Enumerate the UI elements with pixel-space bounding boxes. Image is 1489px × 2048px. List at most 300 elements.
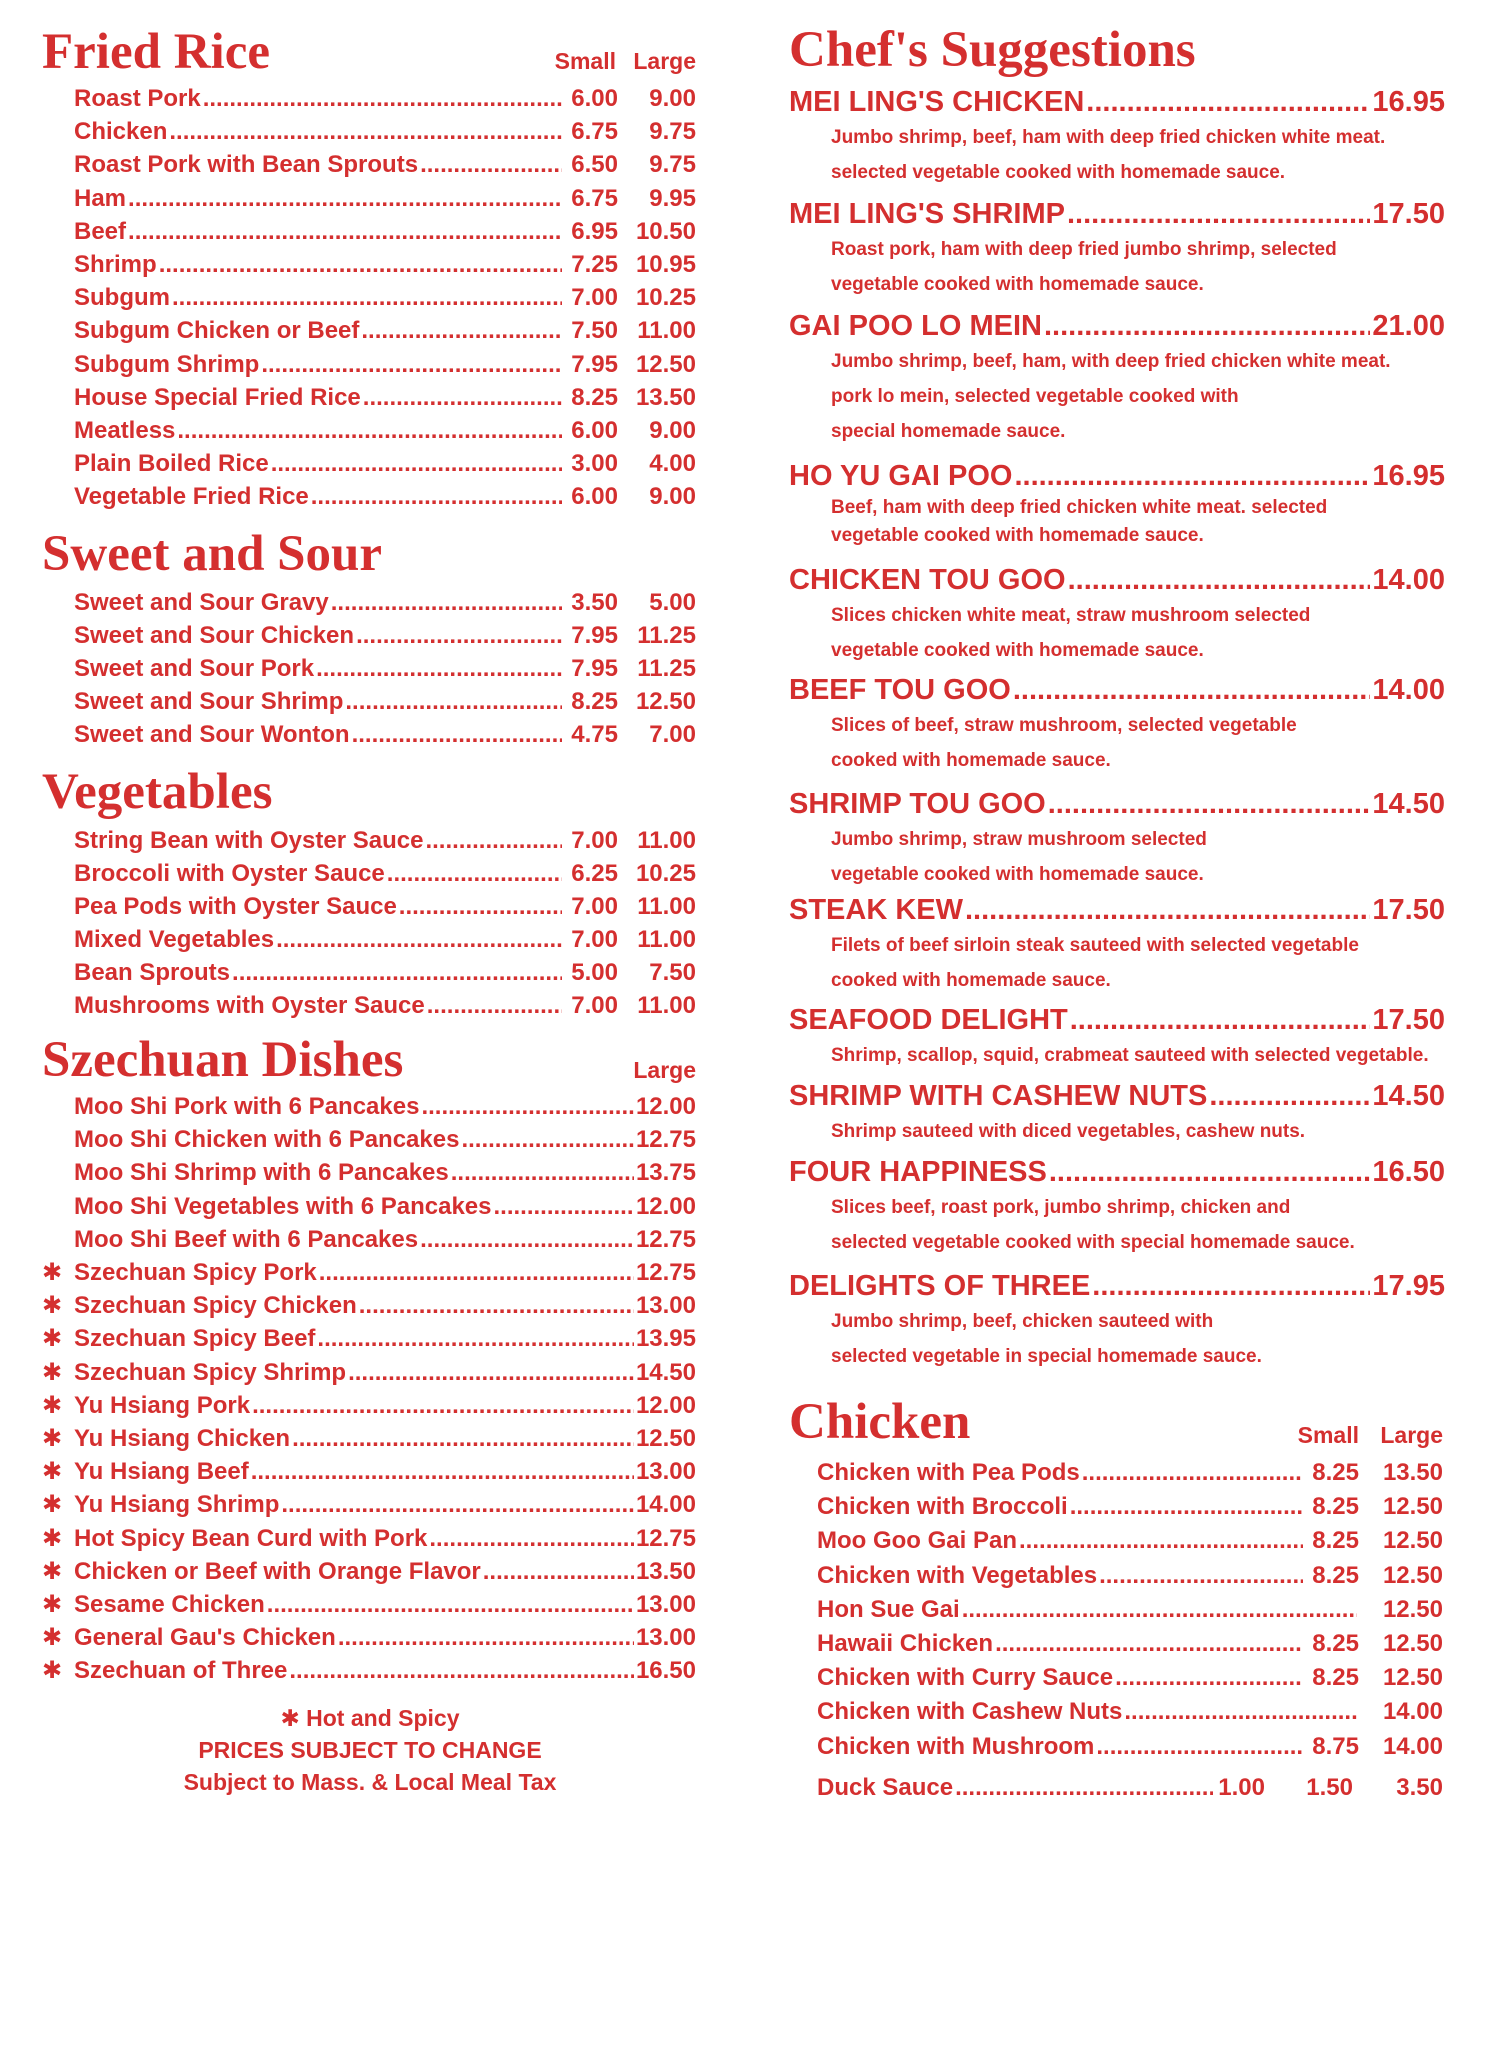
large-price: 13.50 — [635, 1557, 696, 1585]
dish-price: 14.00 — [1372, 564, 1445, 596]
menu-item-row — [41, 1488, 696, 1521]
large-price: 14.00 — [635, 1491, 696, 1519]
item-name: Chicken with Mushroom — [817, 1732, 1095, 1760]
dot-leader — [172, 281, 562, 314]
dish-description: Jumbo shrimp, beef, ham with deep fried chicken white meat. — [831, 127, 1386, 148]
large-price: 9.00 — [649, 417, 696, 444]
small-price: 7.00 — [571, 926, 618, 953]
dish-description: cooked with homemade sauce. — [831, 750, 1111, 771]
large-price: 9.75 — [649, 118, 696, 146]
dish-name: SHRIMP TOU GOO — [789, 788, 1046, 820]
menu-item-row — [74, 348, 696, 381]
dot-leader — [451, 1156, 634, 1189]
dot-leader — [1070, 1490, 1303, 1523]
dot-leader — [267, 1588, 634, 1621]
large-price: 5.00 — [649, 589, 696, 616]
dot-leader — [1048, 786, 1371, 822]
dot-leader — [387, 857, 562, 890]
dot-leader — [331, 586, 562, 619]
dish-description: vegetable cooked with homemade sauce. — [831, 864, 1204, 885]
large-price: 12.50 — [1382, 1595, 1443, 1623]
dish-description: cooked with homemade sauce. — [831, 970, 1111, 991]
large-price: 12.50 — [1382, 1527, 1443, 1555]
small-price: 7.25 — [571, 251, 618, 278]
menu-item-row — [41, 1256, 696, 1289]
menu-item-row — [817, 1524, 1443, 1557]
small-price: 7.95 — [571, 655, 618, 682]
large-price: 12.75 — [635, 1225, 696, 1253]
fried-rice-small-header: Small — [554, 48, 616, 74]
large-price: 12.00 — [635, 1391, 696, 1419]
hot-spicy-icon: ✱ — [41, 1491, 63, 1519]
dish-price: 16.95 — [1372, 86, 1445, 118]
tax-note: Subject to Mass. & Local Meal Tax — [183, 1769, 557, 1795]
dot-leader — [1049, 1154, 1371, 1190]
item-name: Szechuan Spicy Pork — [74, 1259, 317, 1286]
item-name: Yu Hsiang Shrimp — [74, 1491, 280, 1519]
small-price: 6.75 — [571, 184, 618, 212]
dish-description: pork lo mein, selected vegetable cooked with — [831, 386, 1239, 407]
duck-sauce-leader — [955, 1771, 1213, 1804]
menu-item-row — [41, 1522, 696, 1555]
hot-spicy-icon: ✱ — [41, 1458, 63, 1486]
dot-leader — [461, 1123, 633, 1156]
item-name: Sweet and Sour Shrimp — [74, 688, 344, 715]
menu-item-row — [817, 1456, 1443, 1489]
large-price: 12.50 — [635, 350, 696, 378]
dot-leader — [281, 1488, 634, 1521]
dish-price: 17.95 — [1372, 1270, 1445, 1302]
item-name: Pea Pods with Oyster Sauce — [74, 893, 397, 920]
item-name: Szechuan of Three — [74, 1657, 288, 1685]
small-price: 7.95 — [571, 622, 618, 649]
dish-name: MEI LING'S CHICKEN — [789, 86, 1085, 118]
chef-dish-row — [789, 1268, 1445, 1304]
item-name: Moo Shi Beef with 6 Pancakes — [74, 1225, 419, 1253]
item-name: Mushrooms with Oyster Sauce — [74, 992, 425, 1019]
chef-dish-row — [789, 196, 1445, 232]
dot-leader — [319, 1256, 634, 1289]
dot-leader — [128, 182, 562, 215]
item-name: Szechuan Spicy Beef — [74, 1325, 316, 1353]
menu-item-row — [74, 182, 696, 215]
item-name: Subgum — [74, 284, 170, 312]
menu-item-row — [74, 890, 696, 923]
item-name: Chicken with Cashew Nuts — [817, 1698, 1123, 1726]
dot-leader — [317, 1322, 634, 1355]
item-name: Hon Sue Gai — [817, 1595, 960, 1623]
large-price: 11.00 — [637, 827, 696, 854]
small-price: 6.75 — [571, 118, 618, 146]
dish-description: vegetable cooked with homemade sauce. — [831, 525, 1204, 546]
dish-price: 16.50 — [1372, 1156, 1445, 1188]
menu-item-row — [74, 718, 696, 751]
szechuan-large-header: Large — [633, 1057, 696, 1083]
item-name: Chicken with Curry Sauce — [817, 1664, 1114, 1692]
dish-description: Shrimp sauteed with diced vegetables, cashew nuts. — [831, 1121, 1306, 1142]
dot-leader — [1082, 1456, 1303, 1489]
large-price: 12.75 — [635, 1126, 696, 1154]
large-price: 13.00 — [635, 1292, 696, 1320]
large-price: 9.75 — [649, 151, 696, 179]
large-price: 4.00 — [649, 450, 696, 478]
item-name: Shrimp — [74, 251, 157, 278]
item-name: Sweet and Sour Chicken — [74, 622, 355, 649]
dish-name: HO YU GAI POO — [789, 460, 1013, 492]
dot-leader — [348, 1356, 634, 1389]
dot-leader — [965, 892, 1370, 928]
item-name: Moo Shi Pork with 6 Pancakes — [74, 1093, 420, 1120]
item-name: String Bean with Oyster Sauce — [74, 827, 424, 854]
dot-leader — [995, 1627, 1303, 1660]
item-name: Hawaii Chicken — [817, 1630, 994, 1657]
menu-item-row — [74, 215, 696, 248]
dish-name: SEAFOOD DELIGHT — [789, 1004, 1068, 1036]
item-name: Yu Hsiang Beef — [74, 1458, 249, 1486]
item-name: Sesame Chicken — [74, 1591, 265, 1618]
hot-spicy-icon: ✱ — [41, 1557, 63, 1585]
item-name: Broccoli with Oyster Sauce — [74, 860, 385, 887]
sweet-sour-title: Sweet and Sour — [42, 526, 383, 582]
item-name: Yu Hsiang Chicken — [74, 1425, 291, 1452]
item-name: Moo Goo Gai Pan — [817, 1527, 1018, 1555]
item-name: Subgum Chicken or Beef — [74, 317, 360, 345]
dot-leader — [1067, 196, 1370, 232]
prices-note: PRICES SUBJECT TO CHANGE — [198, 1737, 542, 1763]
dot-leader — [399, 890, 562, 923]
small-price: 3.50 — [571, 589, 618, 616]
chef-dish-row — [789, 786, 1445, 822]
hot-spicy-icon: ✱ — [41, 1657, 63, 1685]
dish-name: SHRIMP WITH CASHEW NUTS — [789, 1080, 1208, 1112]
dish-price: 17.50 — [1372, 1004, 1445, 1036]
menu-item-row — [41, 1455, 696, 1488]
menu-item-row — [41, 1356, 696, 1389]
dish-description: vegetable cooked with homemade sauce. — [831, 640, 1204, 661]
dish-description: Filets of beef sirloin steak sauteed with selected vegetable — [831, 935, 1359, 956]
large-price: 13.00 — [635, 1591, 696, 1618]
dot-leader — [1013, 672, 1371, 708]
menu-item-row — [74, 824, 696, 857]
dish-name: MEI LING'S SHRIMP — [789, 198, 1065, 230]
small-price: 5.00 — [571, 959, 618, 986]
item-name: Chicken with Vegetables — [817, 1561, 1098, 1589]
large-price: 12.50 — [1382, 1561, 1443, 1589]
dot-leader — [292, 1422, 634, 1455]
hot-spicy-icon: ✱ — [41, 1524, 63, 1552]
large-price: 9.95 — [649, 184, 696, 212]
large-price: 11.00 — [637, 893, 696, 920]
menu-item-row — [817, 1730, 1443, 1763]
large-price: 10.25 — [635, 860, 696, 887]
small-price: 6.00 — [571, 85, 618, 112]
menu-item-row — [41, 1322, 696, 1355]
dish-name: FOUR HAPPINESS — [789, 1156, 1047, 1188]
dish-description: Roast pork, ham with deep fried jumbo shrimp, selected — [831, 239, 1337, 260]
menu-item-row — [41, 1389, 696, 1422]
dish-description: Jumbo shrimp, straw mushroom selected — [831, 829, 1207, 850]
menu-item-row — [74, 956, 696, 989]
chicken-large-header: Large — [1380, 1422, 1443, 1448]
dish-name: STEAK KEW — [789, 894, 963, 926]
large-price: 11.25 — [637, 655, 696, 682]
dot-leader — [361, 314, 562, 347]
hot-spicy-icon: ✱ — [41, 1259, 63, 1286]
dot-leader — [429, 1522, 634, 1555]
small-price: 7.50 — [571, 317, 618, 345]
menu-item-row — [41, 1621, 696, 1654]
large-price: 16.50 — [635, 1657, 696, 1685]
hot-spicy-icon: ✱ — [41, 1325, 63, 1353]
chef-dish-row — [789, 1078, 1445, 1114]
hot-spicy-icon: ✱ — [41, 1358, 63, 1386]
dot-leader — [1068, 562, 1371, 598]
large-price: 11.00 — [637, 317, 696, 345]
chef-dish-row — [789, 458, 1445, 494]
vegetables-title: Vegetables — [42, 764, 273, 820]
small-price: 6.25 — [571, 860, 618, 887]
dish-name: BEEF TOU GOO — [789, 674, 1011, 706]
item-name: Vegetable Fried Rice — [74, 483, 309, 511]
small-price: 8.25 — [1312, 1459, 1359, 1486]
dot-leader — [316, 652, 562, 685]
large-price: 12.50 — [635, 1425, 696, 1452]
dot-leader — [159, 248, 562, 281]
small-price: 8.25 — [1312, 1527, 1359, 1555]
large-price: 9.00 — [649, 85, 696, 112]
menu-item-row — [74, 148, 696, 181]
menu-item-row — [74, 414, 696, 447]
large-price: 14.50 — [635, 1358, 696, 1386]
dot-leader — [356, 619, 562, 652]
large-price: 12.50 — [1382, 1630, 1443, 1657]
menu-item-row — [74, 652, 696, 685]
menu-item-row — [74, 115, 696, 148]
dot-leader — [128, 215, 562, 248]
dish-price: 14.50 — [1372, 788, 1445, 820]
menu-item-row — [817, 1661, 1443, 1694]
chef-dish-row — [789, 892, 1445, 928]
hot-spicy-icon: ✱ — [41, 1292, 63, 1320]
dot-leader — [1124, 1695, 1357, 1728]
dot-leader — [289, 1654, 634, 1687]
small-price: 8.25 — [1312, 1561, 1359, 1589]
large-price: 13.00 — [635, 1624, 696, 1652]
large-price: 11.25 — [637, 622, 696, 649]
menu-item-row — [74, 1190, 696, 1223]
large-price: 12.00 — [635, 1093, 696, 1120]
dot-leader — [363, 381, 562, 414]
chef-dish-row — [789, 84, 1445, 120]
small-price: 8.25 — [1312, 1664, 1359, 1692]
dish-description: Jumbo shrimp, beef, ham, with deep fried chicken white meat. — [831, 351, 1391, 372]
dish-description: selected vegetable cooked with homemade sauce. — [831, 162, 1286, 183]
small-price: 7.95 — [571, 350, 618, 378]
menu-item-row — [41, 1588, 696, 1621]
menu-item-row — [74, 1156, 696, 1189]
menu-item-row — [817, 1490, 1443, 1523]
chef-dish-row — [789, 562, 1445, 598]
dish-name: DELIGHTS OF THREE — [789, 1270, 1091, 1302]
large-price: 12.75 — [635, 1524, 696, 1552]
item-name: Moo Shi Chicken with 6 Pancakes — [74, 1126, 460, 1154]
dot-leader — [1092, 1268, 1370, 1304]
fried-rice-large-header: Large — [633, 48, 696, 74]
chef-dish-row — [789, 1002, 1445, 1038]
item-name: Chicken with Pea Pods — [817, 1459, 1080, 1486]
chef-dish-row — [789, 1154, 1445, 1190]
dot-leader — [232, 956, 562, 989]
dish-description: selected vegetable in special homemade sauce. — [831, 1346, 1262, 1367]
dot-leader — [1070, 1002, 1371, 1038]
item-name: Chicken — [74, 118, 168, 146]
menu-item-row — [41, 1422, 696, 1455]
szechuan-title: Szechuan Dishes — [42, 1032, 404, 1088]
dish-price: 21.00 — [1372, 310, 1445, 342]
dot-leader — [1086, 84, 1370, 120]
hot-spicy-icon: ✱ — [41, 1425, 63, 1452]
small-price: 6.50 — [571, 151, 618, 179]
large-price: 13.00 — [635, 1458, 696, 1486]
dish-price: 17.50 — [1372, 198, 1445, 230]
item-name: Moo Shi Shrimp with 6 Pancakes — [74, 1159, 449, 1187]
item-name: Sweet and Sour Pork — [74, 655, 315, 682]
item-name: Plain Boiled Rice — [74, 450, 269, 478]
dish-description: Slices of beef, straw mushroom, selected vegetable — [831, 715, 1297, 736]
item-name: Hot Spicy Bean Curd with Pork — [74, 1524, 428, 1552]
duck-sauce-price-3: 3.50 — [1396, 1774, 1443, 1801]
menu-item-row — [74, 1223, 696, 1256]
dot-leader — [420, 148, 562, 181]
duck-sauce-name: Duck Sauce — [817, 1774, 954, 1801]
menu-item-row — [74, 82, 696, 115]
menu-item-row — [74, 685, 696, 718]
dish-description: special homemade sauce. — [831, 421, 1066, 442]
dot-leader — [338, 1621, 634, 1654]
item-name: Subgum Shrimp — [74, 350, 260, 378]
item-name: Roast Pork — [74, 85, 201, 112]
dish-description: Slices chicken white meat, straw mushroom selected — [831, 605, 1311, 626]
dot-leader — [276, 923, 562, 956]
item-name: Bean Sprouts — [74, 959, 231, 986]
large-price: 14.00 — [1382, 1698, 1443, 1726]
chicken-small-header: Small — [1297, 1422, 1359, 1448]
large-price: 11.00 — [637, 992, 696, 1019]
dot-leader — [271, 447, 562, 480]
dish-description: selected vegetable cooked with special homemade sauce. — [831, 1232, 1355, 1253]
menu-item-row — [74, 619, 696, 652]
menu-item-row — [74, 480, 696, 513]
large-price: 12.50 — [635, 688, 696, 715]
small-price: 7.00 — [571, 284, 618, 312]
dot-leader — [493, 1190, 633, 1223]
item-name: Beef — [74, 217, 127, 245]
large-price: 13.75 — [635, 1159, 696, 1187]
dot-leader — [425, 824, 562, 857]
large-price: 13.50 — [635, 383, 696, 411]
dot-leader — [962, 1593, 1357, 1626]
dot-leader — [421, 1090, 634, 1123]
item-name: Sweet and Sour Wonton — [74, 721, 350, 748]
dish-description: Slices beef, roast pork, jumbo shrimp, chicken and — [831, 1197, 1291, 1218]
item-name: General Gau's Chicken — [74, 1624, 336, 1652]
dish-description: Jumbo shrimp, beef, chicken sauteed with — [831, 1311, 1214, 1332]
chef-dish-row — [789, 308, 1445, 344]
menu-item-row — [74, 1090, 696, 1123]
dot-leader — [261, 348, 562, 381]
chicken-title: Chicken — [789, 1394, 971, 1450]
item-name: Roast Pork with Bean Sprouts — [74, 151, 419, 179]
duck-sauce-price-2: 1.50 — [1306, 1774, 1353, 1801]
small-price: 8.25 — [1312, 1493, 1359, 1521]
menu-item-row — [74, 381, 696, 414]
small-price: 7.00 — [571, 827, 618, 854]
duck-sauce-row — [817, 1771, 1443, 1804]
small-price: 7.00 — [571, 992, 618, 1019]
dish-price: 14.00 — [1372, 674, 1445, 706]
hot-spicy-icon: ✱ — [41, 1391, 63, 1419]
large-price: 10.95 — [635, 251, 696, 278]
item-name: Yu Hsiang Pork — [74, 1391, 251, 1419]
hot-spicy-icon: ✱ — [41, 1591, 63, 1618]
dot-leader — [252, 1389, 634, 1422]
large-price: 12.50 — [1382, 1664, 1443, 1692]
item-name: Chicken with Broccoli — [817, 1493, 1068, 1521]
dot-leader — [203, 82, 562, 115]
menu-item-row — [74, 281, 696, 314]
dot-leader — [359, 1289, 634, 1322]
small-price: 7.00 — [571, 893, 618, 920]
large-price: 12.00 — [635, 1192, 696, 1220]
item-name: Mixed Vegetables — [74, 926, 275, 953]
dish-description: vegetable cooked with homemade sauce. — [831, 274, 1204, 295]
chef-dish-row — [789, 672, 1445, 708]
menu-item-row — [41, 1555, 696, 1588]
menu-item-row — [74, 586, 696, 619]
item-name: Moo Shi Vegetables with 6 Pancakes — [74, 1192, 492, 1220]
large-price: 12.75 — [635, 1259, 696, 1286]
dot-leader — [1014, 458, 1370, 494]
hot-spicy-icon: ✱ — [41, 1624, 63, 1652]
dot-leader — [1115, 1661, 1303, 1694]
dot-leader — [427, 989, 562, 1022]
dish-name: GAI POO LO MEIN — [789, 310, 1042, 342]
hot-spicy-note: ✱ Hot and Spicy — [280, 1705, 460, 1731]
large-price: 12.50 — [1382, 1493, 1443, 1521]
item-name: Sweet and Sour Gravy — [74, 589, 329, 616]
menu-item-row — [74, 923, 696, 956]
dot-leader — [420, 1223, 634, 1256]
menu-item-row — [74, 314, 696, 347]
small-price: 6.95 — [571, 217, 618, 245]
small-price: 6.00 — [571, 483, 618, 511]
duck-sauce-price-1: 1.00 — [1218, 1774, 1265, 1801]
menu-item-row — [41, 1654, 696, 1687]
dot-leader — [483, 1555, 634, 1588]
dish-price: 14.50 — [1372, 1080, 1445, 1112]
large-price: 10.25 — [635, 284, 696, 312]
large-price: 7.50 — [649, 959, 696, 986]
dish-price: 16.95 — [1372, 460, 1445, 492]
dish-price: 17.50 — [1372, 894, 1445, 926]
large-price: 13.95 — [635, 1325, 696, 1353]
small-price: 8.75 — [1312, 1732, 1359, 1760]
dot-leader — [311, 480, 562, 513]
dish-description: Shrimp, scallop, squid, crabmeat sauteed with selected vegetable. — [831, 1045, 1429, 1066]
large-price: 7.00 — [649, 721, 696, 748]
large-price: 11.00 — [637, 926, 696, 953]
large-price: 9.00 — [649, 483, 696, 511]
